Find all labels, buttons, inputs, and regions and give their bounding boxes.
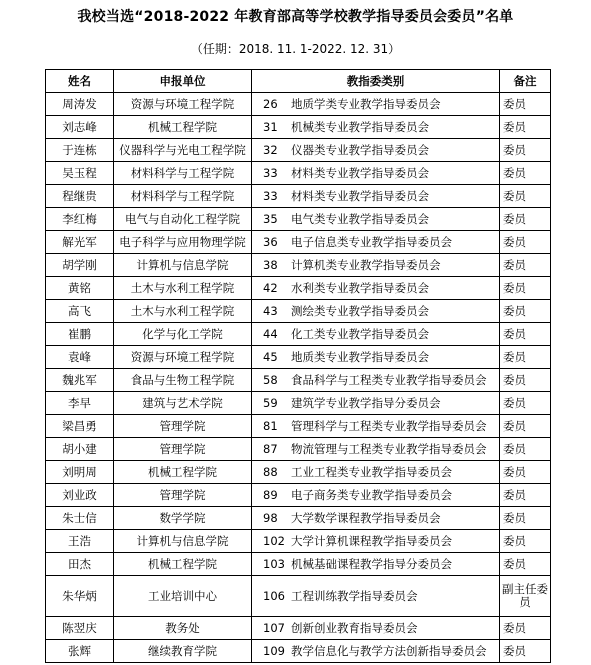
committee-code: 31 <box>263 119 278 134</box>
table-row <box>46 93 551 116</box>
column-header-unit: 申报单位 <box>114 70 252 93</box>
member-note: 委员 <box>500 323 551 346</box>
member-unit: 数学学院 <box>114 507 252 530</box>
committee-cell <box>252 576 500 617</box>
committee-cell <box>252 185 500 208</box>
table-row <box>46 162 551 185</box>
committee-code: 102 <box>263 533 285 548</box>
committee-cell <box>252 438 500 461</box>
table-body <box>46 93 551 663</box>
committee-code: 107 <box>263 620 285 635</box>
member-note: 副主任委员 <box>500 576 551 617</box>
committee-name: 仪器类专业教学指导委员会 <box>291 142 429 157</box>
member-unit: 建筑与艺术学院 <box>114 392 252 415</box>
member-note: 委员 <box>500 369 551 392</box>
page-title: 我校当选“2018-2022 年教育部高等学校教学指导委员会委员”名单 <box>77 9 514 25</box>
member-unit: 电气与自动化工程学院 <box>114 208 252 231</box>
table-row <box>46 576 551 617</box>
member-note: 委员 <box>500 484 551 507</box>
committee-code: 103 <box>263 556 285 571</box>
committee-code: 44 <box>263 326 278 341</box>
table-row <box>46 254 551 277</box>
committee-name: 化工类专业教学指导委员会 <box>291 326 429 341</box>
member-note: 委员 <box>500 617 551 640</box>
table-row <box>46 346 551 369</box>
member-note: 委员 <box>500 116 551 139</box>
member-note: 委员 <box>500 640 551 663</box>
committee-code: 32 <box>263 142 278 157</box>
member-note: 委员 <box>500 415 551 438</box>
table-row <box>46 185 551 208</box>
committee-code: 26 <box>263 96 278 111</box>
member-note: 委员 <box>500 231 551 254</box>
member-unit: 管理学院 <box>114 438 252 461</box>
table-row <box>46 208 551 231</box>
member-note: 委员 <box>500 185 551 208</box>
table-row <box>46 530 551 553</box>
member-name: 李早 <box>46 392 114 415</box>
table-row <box>46 553 551 576</box>
member-unit: 化学与化工学院 <box>114 323 252 346</box>
member-note: 委员 <box>500 346 551 369</box>
committee-code: 38 <box>263 257 278 272</box>
committee-code: 88 <box>263 464 278 479</box>
member-note: 委员 <box>500 438 551 461</box>
committee-cell <box>252 507 500 530</box>
member-unit: 计算机与信息学院 <box>114 254 252 277</box>
column-header-note: 备注 <box>500 70 551 93</box>
committee-cell <box>252 346 500 369</box>
committee-name: 电气类专业教学指导委员会 <box>291 211 429 226</box>
committee-name: 电子信息类专业教学指导委员会 <box>291 234 452 249</box>
member-unit: 材料科学与工程学院 <box>114 162 252 185</box>
member-unit: 机械工程学院 <box>114 116 252 139</box>
member-note: 委员 <box>500 300 551 323</box>
member-unit: 资源与环境工程学院 <box>114 346 252 369</box>
member-unit: 教务处 <box>114 617 252 640</box>
member-unit: 机械工程学院 <box>114 553 252 576</box>
committee-name: 水利类专业教学指导委员会 <box>291 280 429 295</box>
committee-cell <box>252 277 500 300</box>
table-row <box>46 116 551 139</box>
member-name: 刘志峰 <box>46 116 114 139</box>
committee-name: 地质学类专业教学指导委员会 <box>291 96 441 111</box>
table-row <box>46 484 551 507</box>
member-name: 朱士信 <box>46 507 114 530</box>
committee-name: 大学计算机课程教学指导委员会 <box>291 533 452 548</box>
member-name: 张辉 <box>46 640 114 663</box>
committee-cell <box>252 392 500 415</box>
member-unit: 材料科学与工程学院 <box>114 185 252 208</box>
member-unit: 仪器科学与光电工程学院 <box>114 139 252 162</box>
table-row <box>46 461 551 484</box>
committee-code: 109 <box>263 643 285 658</box>
member-name: 崔鹏 <box>46 323 114 346</box>
table-row <box>46 617 551 640</box>
committee-member-table <box>45 69 551 663</box>
member-note: 委员 <box>500 461 551 484</box>
table-row <box>46 231 551 254</box>
member-name: 刘业政 <box>46 484 114 507</box>
table-row <box>46 392 551 415</box>
table-row <box>46 300 551 323</box>
member-note: 委员 <box>500 277 551 300</box>
committee-cell <box>252 93 500 116</box>
committee-code: 43 <box>263 303 278 318</box>
member-unit: 土木与水利工程学院 <box>114 277 252 300</box>
committee-cell <box>252 139 500 162</box>
member-unit: 管理学院 <box>114 415 252 438</box>
committee-name: 创新创业教育指导委员会 <box>291 620 418 635</box>
committee-code: 58 <box>263 372 278 387</box>
member-name: 朱华炳 <box>46 576 114 617</box>
member-unit: 土木与水利工程学院 <box>114 300 252 323</box>
committee-cell <box>252 300 500 323</box>
committee-name: 测绘类专业教学指导委员会 <box>291 303 429 318</box>
committee-cell <box>252 208 500 231</box>
committee-cell <box>252 553 500 576</box>
member-name: 梁昌勇 <box>46 415 114 438</box>
table-row <box>46 139 551 162</box>
member-name: 周涛发 <box>46 93 114 116</box>
committee-code: 35 <box>263 211 278 226</box>
committee-name: 管理科学与工程类专业教学指导委员会 <box>291 418 487 433</box>
committee-code: 106 <box>263 588 285 603</box>
committee-cell <box>252 369 500 392</box>
member-name: 刘明周 <box>46 461 114 484</box>
committee-name: 材料类专业教学指导委员会 <box>291 165 429 180</box>
member-note: 委员 <box>500 139 551 162</box>
member-name: 田杰 <box>46 553 114 576</box>
member-note: 委员 <box>500 254 551 277</box>
committee-cell <box>252 231 500 254</box>
committee-name: 建筑学专业教学指导分委员会 <box>291 395 441 410</box>
table-row <box>46 277 551 300</box>
committee-cell <box>252 323 500 346</box>
term-subtitle: （任期：2018. 11. 1-2022. 12. 31） <box>190 42 401 56</box>
member-unit: 食品与生物工程学院 <box>114 369 252 392</box>
committee-cell <box>252 461 500 484</box>
member-name: 程继贵 <box>46 185 114 208</box>
member-note: 委员 <box>500 392 551 415</box>
member-name: 吴玉程 <box>46 162 114 185</box>
committee-name: 地质类专业教学指导委员会 <box>291 349 429 364</box>
committee-code: 98 <box>263 510 278 525</box>
member-name: 黄铭 <box>46 277 114 300</box>
table-row <box>46 438 551 461</box>
committee-code: 33 <box>263 165 278 180</box>
committee-code: 42 <box>263 280 278 295</box>
member-name: 高飞 <box>46 300 114 323</box>
committee-cell <box>252 530 500 553</box>
table-row <box>46 369 551 392</box>
member-name: 陈翌庆 <box>46 617 114 640</box>
committee-name: 材料类专业教学指导委员会 <box>291 188 429 203</box>
committee-cell <box>252 116 500 139</box>
committee-name: 计算机类专业教学指导委员会 <box>291 257 441 272</box>
member-unit: 工业培训中心 <box>114 576 252 617</box>
member-name: 袁峰 <box>46 346 114 369</box>
committee-name: 大学数学课程教学指导委员会 <box>291 510 441 525</box>
member-unit: 计算机与信息学院 <box>114 530 252 553</box>
member-note: 委员 <box>500 208 551 231</box>
member-name: 王浩 <box>46 530 114 553</box>
committee-name: 物流管理与工程类专业教学指导委员会 <box>291 441 487 456</box>
committee-code: 81 <box>263 418 278 433</box>
table-row <box>46 415 551 438</box>
member-name: 胡小建 <box>46 438 114 461</box>
member-note: 委员 <box>500 553 551 576</box>
committee-code: 33 <box>263 188 278 203</box>
member-unit: 继续教育学院 <box>114 640 252 663</box>
committee-code: 89 <box>263 487 278 502</box>
member-name: 于连栋 <box>46 139 114 162</box>
member-unit: 电子科学与应用物理学院 <box>114 231 252 254</box>
committee-cell <box>252 162 500 185</box>
column-header-committee: 教指委类别 <box>252 70 500 93</box>
member-note: 委员 <box>500 530 551 553</box>
committee-cell <box>252 617 500 640</box>
member-name: 胡学刚 <box>46 254 114 277</box>
committee-cell <box>252 415 500 438</box>
committee-name: 教学信息化与教学方法创新指导委员会 <box>291 643 487 658</box>
table-header-row <box>46 70 551 93</box>
member-name: 解光军 <box>46 231 114 254</box>
committee-name: 工业工程类专业教学指导委员会 <box>291 464 452 479</box>
committee-name: 电子商务类专业教学指导委员会 <box>291 487 452 502</box>
committee-code: 45 <box>263 349 278 364</box>
committee-name: 工程训练教学指导委员会 <box>291 588 418 603</box>
member-unit: 资源与环境工程学院 <box>114 93 252 116</box>
committee-cell <box>252 484 500 507</box>
member-note: 委员 <box>500 507 551 530</box>
table-row <box>46 640 551 663</box>
committee-name: 食品科学与工程类专业教学指导委员会 <box>291 372 487 387</box>
member-note: 委员 <box>500 162 551 185</box>
member-name: 魏兆军 <box>46 369 114 392</box>
column-header-name: 姓名 <box>46 70 114 93</box>
member-unit: 管理学院 <box>114 484 252 507</box>
member-name: 李红梅 <box>46 208 114 231</box>
table-row <box>46 507 551 530</box>
committee-code: 87 <box>263 441 278 456</box>
committee-code: 36 <box>263 234 278 249</box>
member-unit: 机械工程学院 <box>114 461 252 484</box>
committee-name: 机械基础课程教学指导分委员会 <box>291 556 452 571</box>
member-note: 委员 <box>500 93 551 116</box>
committee-code: 59 <box>263 395 278 410</box>
committee-cell <box>252 254 500 277</box>
table-row <box>46 323 551 346</box>
committee-name: 机械类专业教学指导委员会 <box>291 119 429 134</box>
committee-cell <box>252 640 500 663</box>
